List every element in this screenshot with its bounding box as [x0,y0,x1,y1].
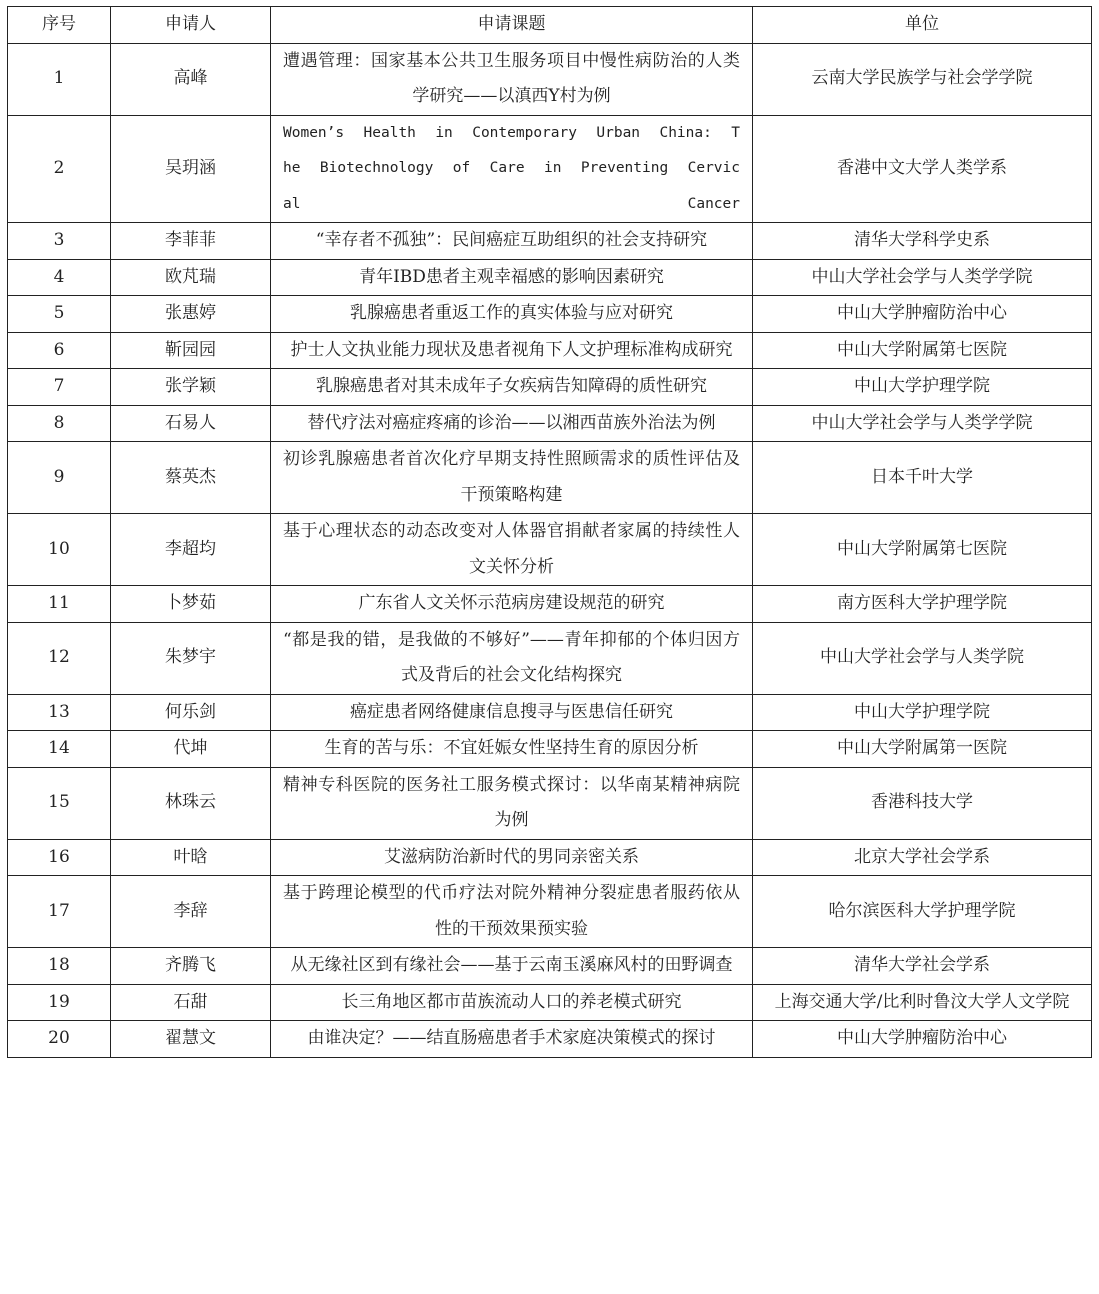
cell-topic: 从无缘社区到有缘社会——基于云南玉溪麻风村的田野调查 [271,948,753,985]
cell-topic: 乳腺癌患者重返工作的真实体验与应对研究 [271,296,753,333]
cell-applicant: 朱梦宇 [111,622,271,694]
cell-no: 1 [8,43,111,115]
cell-no: 12 [8,622,111,694]
cell-topic: 乳腺癌患者对其未成年子女疾病告知障碍的质性研究 [271,369,753,406]
cell-unit: 中山大学护理学院 [753,369,1092,406]
cell-unit: 南方医科大学护理学院 [753,586,1092,623]
table-row [8,442,1092,514]
header-applicant: 申请人 [111,7,271,44]
cell-no: 6 [8,332,111,369]
table-row [8,876,1092,948]
cell-unit: 哈尔滨医科大学护理学院 [753,876,1092,948]
cell-unit: 中山大学肿瘤防治中心 [753,1021,1092,1058]
table-row [8,259,1092,296]
cell-applicant: 翟慧文 [111,1021,271,1058]
table-row [8,296,1092,333]
cell-applicant: 吴玥涵 [111,115,271,223]
cell-unit: 中山大学肿瘤防治中心 [753,296,1092,333]
cell-no: 9 [8,442,111,514]
cell-applicant: 林珠云 [111,767,271,839]
cell-applicant: 高峰 [111,43,271,115]
cell-applicant: 叶晗 [111,839,271,876]
header-topic: 申请课题 [271,7,753,44]
cell-unit: 中山大学社会学与人类学院 [753,622,1092,694]
cell-applicant: 齐腾飞 [111,948,271,985]
cell-no: 20 [8,1021,111,1058]
cell-applicant: 卜梦茹 [111,586,271,623]
cell-topic: 由谁决定？——结直肠癌患者手术家庭决策模式的探讨 [271,1021,753,1058]
cell-no: 19 [8,984,111,1021]
table-row [8,43,1092,115]
cell-topic: 艾滋病防治新时代的男同亲密关系 [271,839,753,876]
cell-topic: 基于心理状态的动态改变对人体器官捐献者家属的持续性人文关怀分析 [271,514,753,586]
cell-no: 2 [8,115,111,223]
table-row [8,694,1092,731]
header-row [8,7,1092,44]
cell-applicant: 张学颖 [111,369,271,406]
table-row [8,1021,1092,1058]
cell-topic: 生育的苦与乐：不宜妊娠女性坚持生育的原因分析 [271,731,753,768]
cell-no: 4 [8,259,111,296]
table-row [8,948,1092,985]
table-row [8,767,1092,839]
table-row [8,514,1092,586]
cell-no: 17 [8,876,111,948]
table-row [8,839,1092,876]
cell-unit: 香港科技大学 [753,767,1092,839]
cell-no: 11 [8,586,111,623]
cell-no: 14 [8,731,111,768]
cell-applicant: 欧芃瑞 [111,259,271,296]
cell-unit: 中山大学附属第一医院 [753,731,1092,768]
cell-applicant: 蔡英杰 [111,442,271,514]
table-row [8,731,1092,768]
cell-unit: 中山大学附属第七医院 [753,332,1092,369]
applicants-table [7,6,1092,1058]
cell-unit: 日本千叶大学 [753,442,1092,514]
cell-no: 15 [8,767,111,839]
cell-applicant: 石易人 [111,405,271,442]
table-row [8,622,1092,694]
cell-topic: 精神专科医院的医务社工服务模式探讨：以华南某精神病院为例 [271,767,753,839]
table-row [8,586,1092,623]
cell-applicant: 代坤 [111,731,271,768]
table-row [8,332,1092,369]
cell-topic: 遭遇管理：国家基本公共卫生服务项目中慢性病防治的人类学研究——以滇西Y村为例 [271,43,753,115]
cell-applicant: 张惠婷 [111,296,271,333]
cell-applicant: 李超均 [111,514,271,586]
cell-unit: 香港中文大学人类学系 [753,115,1092,223]
cell-applicant: 何乐剑 [111,694,271,731]
cell-unit: 中山大学护理学院 [753,694,1092,731]
cell-no: 18 [8,948,111,985]
cell-applicant: 李菲菲 [111,223,271,260]
cell-applicant: 李辞 [111,876,271,948]
cell-no: 8 [8,405,111,442]
cell-topic: 护士人文执业能力现状及患者视角下人文护理标准构成研究 [271,332,753,369]
cell-unit: 清华大学科学史系 [753,223,1092,260]
cell-unit: 中山大学社会学与人类学学院 [753,259,1092,296]
cell-applicant: 靳园园 [111,332,271,369]
table-row [8,984,1092,1021]
cell-no: 10 [8,514,111,586]
cell-topic: 广东省人文关怀示范病房建设规范的研究 [271,586,753,623]
cell-topic: 长三角地区都市苗族流动人口的养老模式研究 [271,984,753,1021]
cell-unit: 云南大学民族学与社会学学院 [753,43,1092,115]
header-no: 序号 [8,7,111,44]
cell-topic: 青年IBD患者主观幸福感的影响因素研究 [271,259,753,296]
cell-no: 3 [8,223,111,260]
cell-unit: 上海交通大学/比利时鲁汶大学人文学院 [753,984,1092,1021]
cell-topic: 癌症患者网络健康信息搜寻与医患信任研究 [271,694,753,731]
table-row [8,405,1092,442]
table-row [8,115,1092,223]
cell-topic: Women’s Health in Contemporary Urban China: The Biotechnology of Care in Preventing Cervical Cancer [271,115,753,223]
cell-no: 16 [8,839,111,876]
cell-topic: “都是我的错，是我做的不够好”——青年抑郁的个体归因方式及背后的社会文化结构探究 [271,622,753,694]
cell-unit: 北京大学社会学系 [753,839,1092,876]
header-unit: 单位 [753,7,1092,44]
cell-unit: 中山大学附属第七医院 [753,514,1092,586]
cell-applicant: 石甜 [111,984,271,1021]
cell-topic: “幸存者不孤独”：民间癌症互助组织的社会支持研究 [271,223,753,260]
table-row [8,369,1092,406]
cell-unit: 清华大学社会学系 [753,948,1092,985]
cell-topic: 初诊乳腺癌患者首次化疗早期支持性照顾需求的质性评估及干预策略构建 [271,442,753,514]
cell-unit: 中山大学社会学与人类学学院 [753,405,1092,442]
cell-no: 5 [8,296,111,333]
cell-no: 7 [8,369,111,406]
cell-topic: 替代疗法对癌症疼痛的诊治——以湘西苗族外治法为例 [271,405,753,442]
cell-no: 13 [8,694,111,731]
cell-topic: 基于跨理论模型的代币疗法对院外精神分裂症患者服药依从性的干预效果预实验 [271,876,753,948]
table-row [8,223,1092,260]
